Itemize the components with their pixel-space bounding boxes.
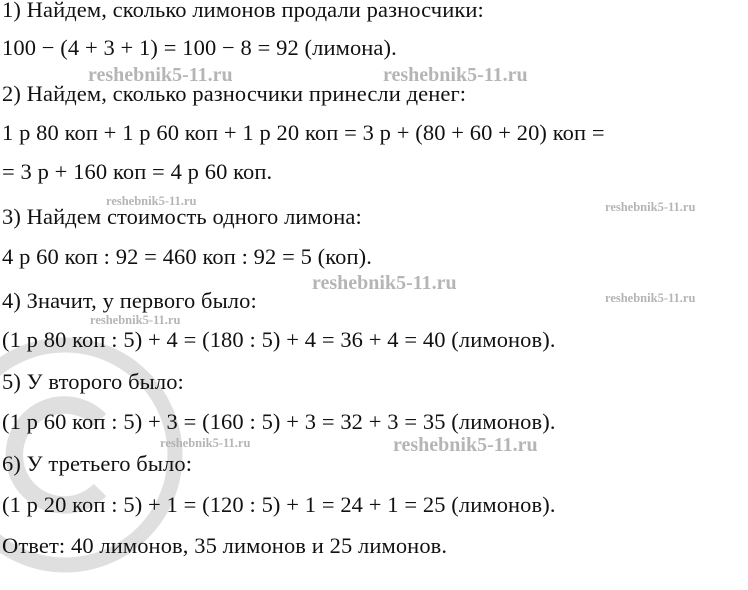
answer-line: Ответ: 40 лимонов, 35 лимонов и 25 лимонов. [2,533,448,558]
step-1-heading: 1) Найдем, сколько лимонов продали разносчики: [2,0,484,22]
step-4-equation: (1 р 80 коп : 5) + 4 = (180 : 5) + 4 = 36 + 4 = 40 (лимонов). [2,327,556,352]
step-2-equation-part-2: = 3 р + 160 коп = 4 р 60 коп. [2,159,273,184]
watermark-text: reshebnik5-11.ru [90,313,181,327]
watermark-text: reshebnik5-11.ru [106,194,197,208]
watermark-text: reshebnik5-11.ru [383,64,528,86]
step-5-heading: 5) У второго было: [2,369,184,394]
watermark-text: reshebnik5-11.ru [393,434,538,456]
step-5-equation: (1 р 60 коп : 5) + 3 = (160 : 5) + 3 = 32 + 3 = 35 (лимонов). [2,409,556,434]
step-6-equation: (1 р 20 коп : 5) + 1 = (120 : 5) + 1 = 24 + 1 = 25 (лимонов). [2,492,556,517]
step-2-equation-part-1: 1 р 80 коп + 1 р 60 коп + 1 р 20 коп = 3 р + (80 + 60 + 20) коп = [2,120,605,145]
watermark-text: reshebnik5-11.ru [88,64,233,86]
step-1-equation: 100 − (4 + 3 + 1) = 100 − 8 = 92 (лимона). [2,35,397,60]
step-3-equation: 4 р 60 коп : 92 = 460 коп : 92 = 5 (коп). [2,244,372,269]
watermark-text: reshebnik5-11.ru [605,200,696,214]
step-3-heading: 3) Найдем стоимость одного лимона: [2,204,362,229]
watermark-text: reshebnik5-11.ru [605,291,696,305]
watermark-text: reshebnik5-11.ru [312,272,457,294]
watermark-text: reshebnik5-11.ru [160,436,251,450]
step-6-heading: 6) У третьего было: [2,451,193,476]
step-2-heading: 2) Найдем, сколько разносчики принесли денег: [2,81,467,106]
step-4-heading: 4) Значит, у первого было: [2,288,257,313]
